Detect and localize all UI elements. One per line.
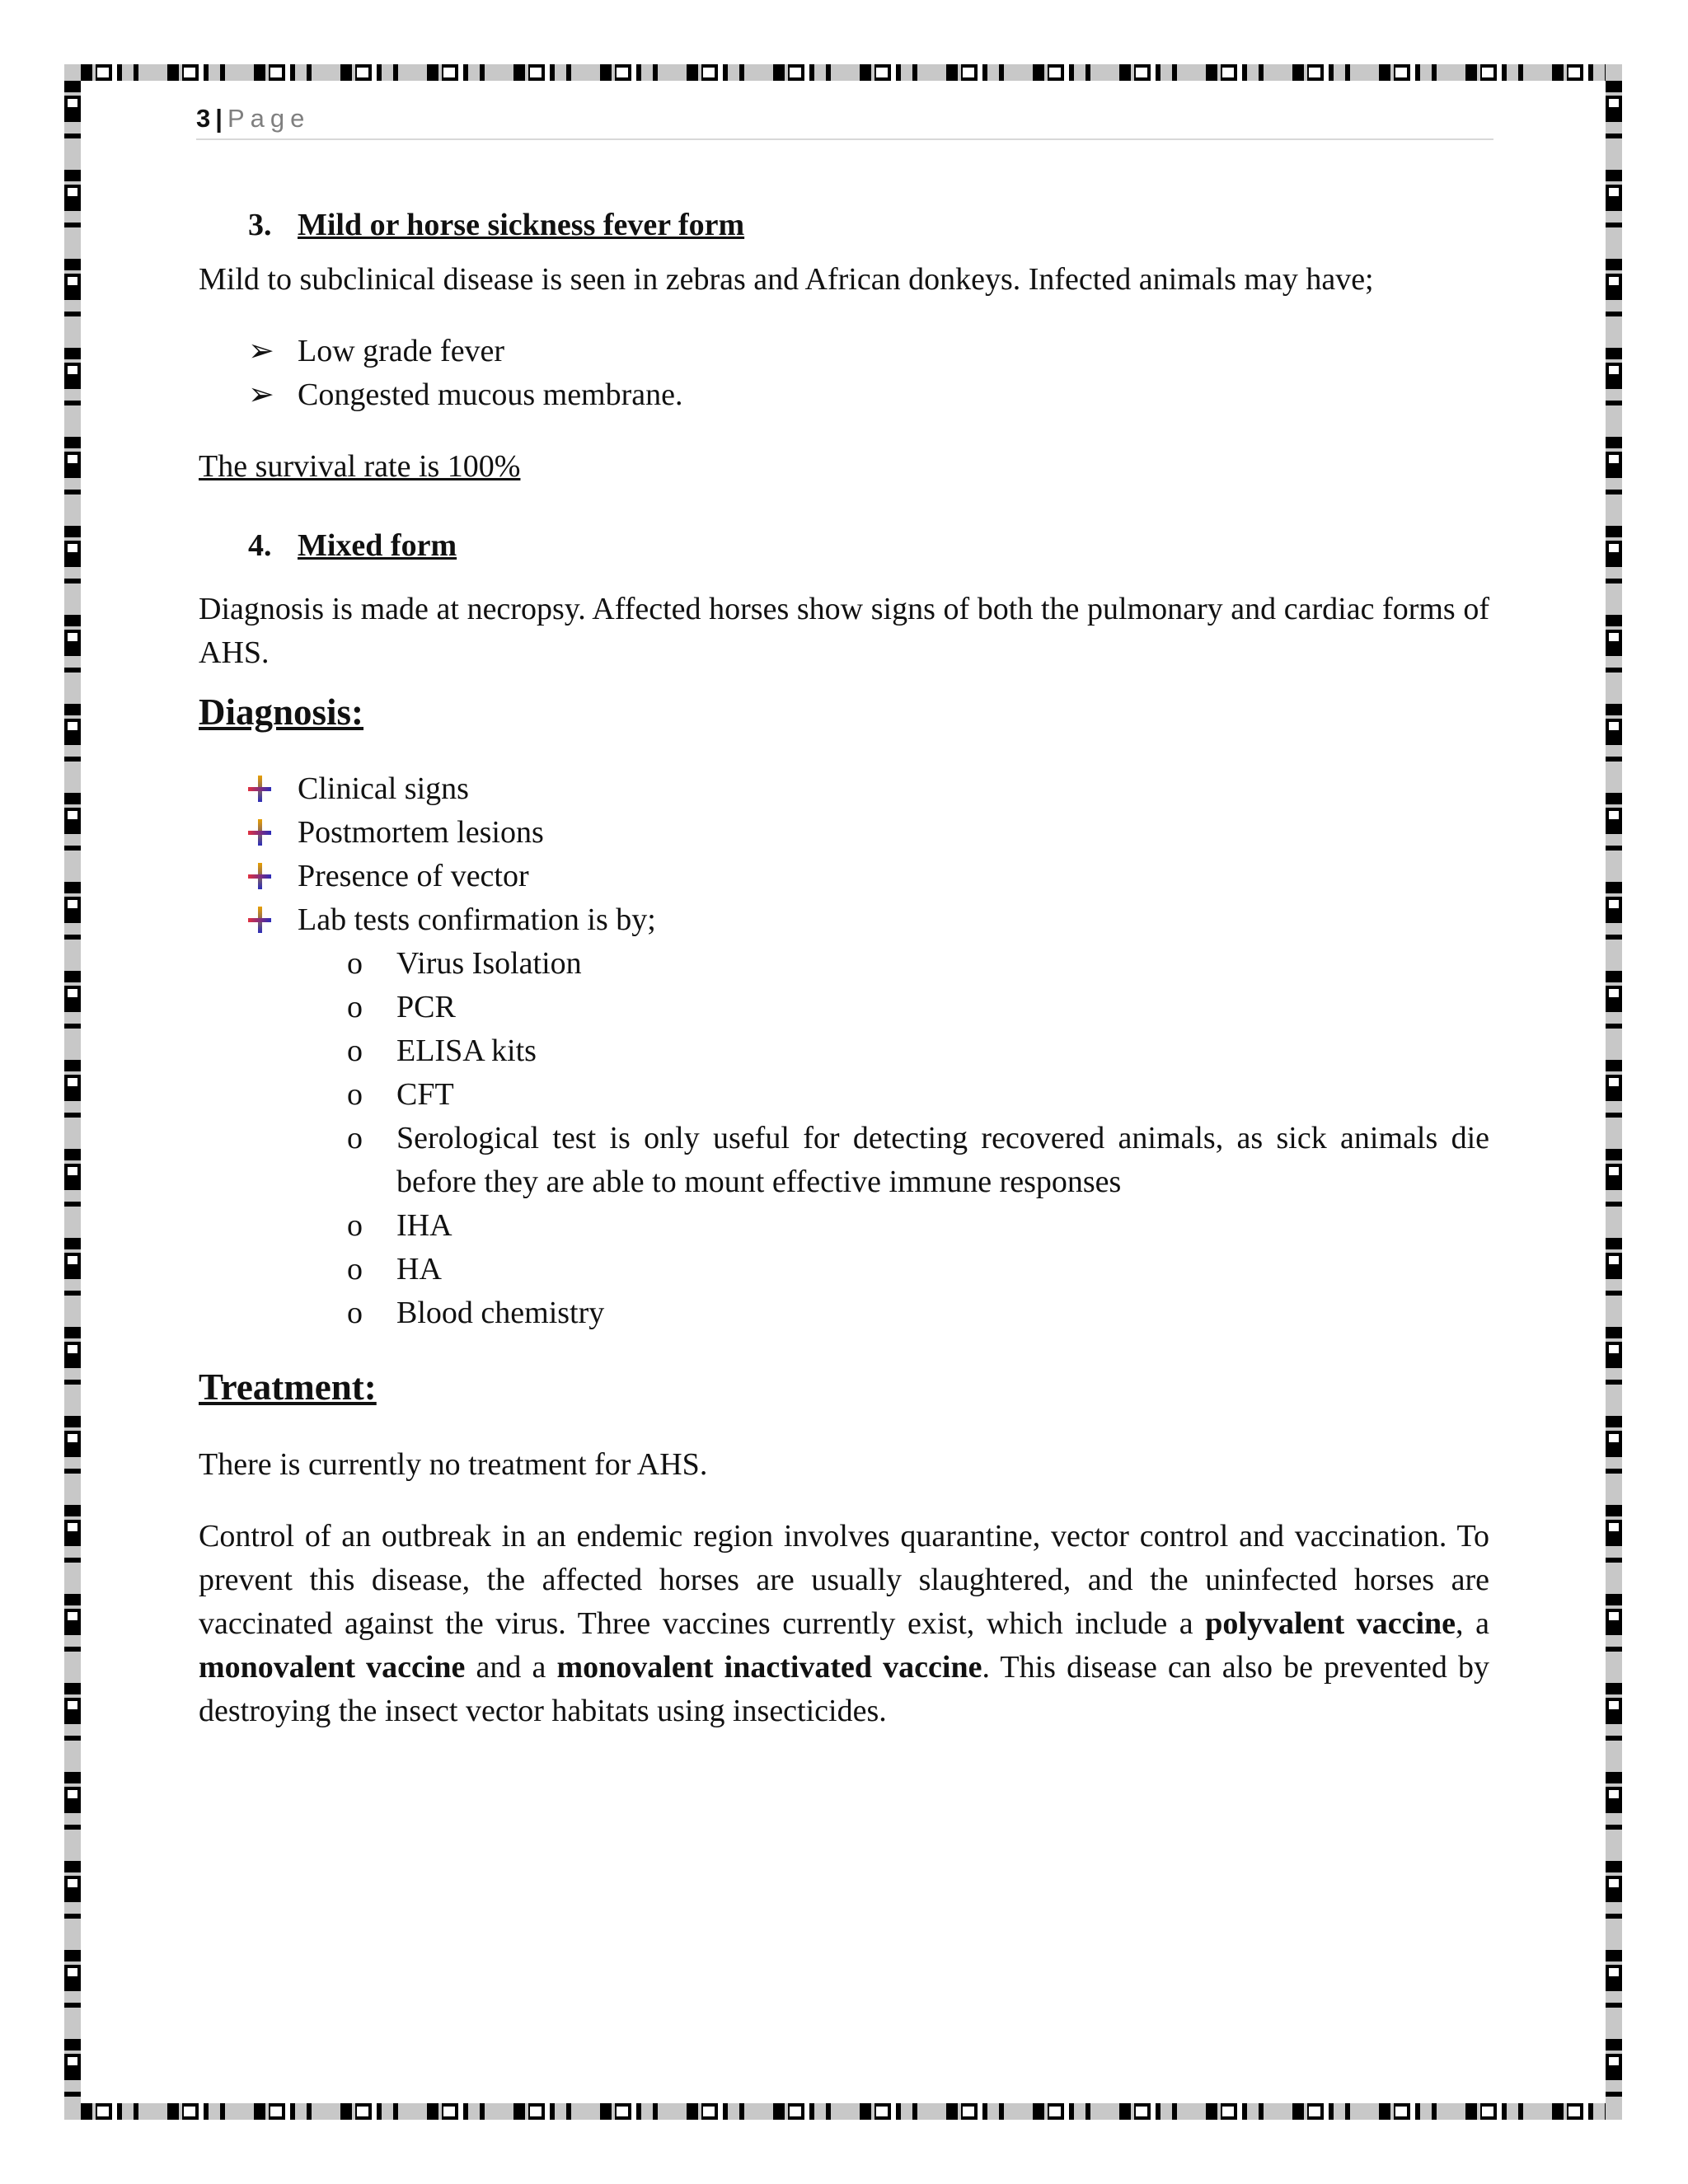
treatment-heading: Treatment: bbox=[199, 1366, 377, 1408]
vaccine-monovalent-inactivated: monovalent inactivated vaccine bbox=[556, 1650, 982, 1685]
plus-bullet-icon bbox=[248, 863, 271, 889]
circle-bullet-icon: o bbox=[347, 1121, 363, 1155]
lab-test-text: Blood chemistry bbox=[396, 1296, 605, 1330]
diagnosis-item-text: Postmortem lesions bbox=[298, 815, 544, 850]
form3-heading bbox=[199, 204, 1489, 247]
lab-test-text: PCR bbox=[396, 990, 456, 1024]
circle-bullet-icon: o bbox=[347, 1077, 363, 1112]
diagnosis-item bbox=[248, 767, 469, 811]
form3-title: Mild or horse sickness fever form bbox=[298, 208, 745, 242]
circle-bullet-icon: o bbox=[347, 1208, 363, 1243]
lab-test-item bbox=[347, 1117, 1489, 1204]
page-border-right bbox=[1606, 64, 1622, 2120]
form3-bullet-text: Low grade fever bbox=[298, 334, 505, 368]
diagnosis-item-text: Lab tests confirmation is by; bbox=[298, 902, 656, 937]
lab-test-text: CFT bbox=[396, 1077, 454, 1112]
circle-bullet-icon: o bbox=[347, 1296, 363, 1330]
survival-rate: The survival rate is 100% bbox=[199, 449, 521, 484]
diagnosis-item bbox=[248, 855, 529, 898]
form4-heading bbox=[199, 524, 1489, 568]
diagnosis-item bbox=[248, 898, 656, 942]
lab-test-text: ELISA kits bbox=[396, 1033, 537, 1068]
diagnosis-heading: Diagnosis: bbox=[199, 691, 364, 733]
form3-bullet bbox=[248, 373, 683, 417]
plus-bullet-icon bbox=[248, 819, 271, 846]
lab-test-text: IHA bbox=[396, 1208, 452, 1243]
treatment-text: Control of an outbreak in an endemic region involves quarantine, vector control and vaccination. To prevent this disease, the affected horses are usually slaughtered, and the uninfected horses are vaccinated against the virus. Three vaccines currently exist, which include a bbox=[199, 1519, 1489, 1641]
arrowhead-bullet-icon: ➢ bbox=[248, 334, 274, 368]
page-border-top bbox=[64, 64, 1622, 81]
page-border-bottom bbox=[64, 2103, 1622, 2120]
circle-bullet-icon: o bbox=[347, 990, 363, 1024]
diagnosis-item bbox=[248, 811, 544, 855]
form3-number: 3. bbox=[248, 208, 272, 242]
page-border-left bbox=[64, 64, 81, 2120]
circle-bullet-icon: o bbox=[347, 946, 363, 981]
lab-test-item bbox=[347, 1029, 1489, 1073]
diagnosis-item-text: Presence of vector bbox=[298, 859, 529, 893]
arrowhead-bullet-icon: ➢ bbox=[248, 377, 274, 412]
treatment-text: , a bbox=[1456, 1606, 1490, 1641]
form4-title: Mixed form bbox=[298, 528, 457, 563]
circle-bullet-icon: o bbox=[347, 1252, 363, 1286]
treatment-text: . This disease can also be prevented by destroying the insect vector habitats using insecticides. bbox=[199, 1650, 1490, 1728]
lab-test-item bbox=[347, 986, 1489, 1029]
vaccine-monovalent: monovalent vaccine bbox=[199, 1650, 466, 1685]
form4-number: 4. bbox=[248, 528, 272, 563]
treatment-p2 bbox=[199, 1515, 1489, 1733]
vaccine-polyvalent: polyvalent vaccine bbox=[1205, 1606, 1456, 1641]
page-header bbox=[196, 101, 1493, 140]
treatment-text: and a bbox=[465, 1650, 557, 1685]
form4-text: Diagnosis is made at necropsy. Affected horses show signs of both the pulmonary and cardiac forms of AHS. bbox=[199, 592, 1489, 670]
page-word: Page bbox=[227, 104, 311, 133]
lab-test-text: Virus Isolation bbox=[396, 946, 582, 981]
plus-bullet-icon bbox=[248, 907, 271, 933]
header-separator: | bbox=[215, 104, 223, 133]
diagnosis-item-text: Clinical signs bbox=[298, 771, 469, 806]
lab-test-text: Serological test is only useful for detecting recovered animals, as sick animals die before they are able to mount effective immune responses bbox=[396, 1121, 1489, 1199]
lab-test-text: HA bbox=[396, 1252, 442, 1286]
plus-bullet-icon bbox=[248, 776, 271, 802]
treatment-p1: There is currently no treatment for AHS. bbox=[199, 1447, 708, 1482]
lab-test-item bbox=[347, 1073, 1489, 1117]
lab-test-item bbox=[347, 1291, 1489, 1335]
lab-test-item bbox=[347, 1204, 1489, 1248]
form3-intro: Mild to subclinical disease is seen in zebras and African donkeys. Infected animals may have; bbox=[199, 262, 1374, 297]
page-number: 3 bbox=[196, 104, 211, 133]
lab-test-item bbox=[347, 1248, 1489, 1291]
form3-bullet bbox=[248, 330, 504, 373]
circle-bullet-icon: o bbox=[347, 1033, 363, 1068]
form3-bullet-text: Congested mucous membrane. bbox=[298, 377, 683, 412]
lab-test-item bbox=[347, 942, 1489, 986]
